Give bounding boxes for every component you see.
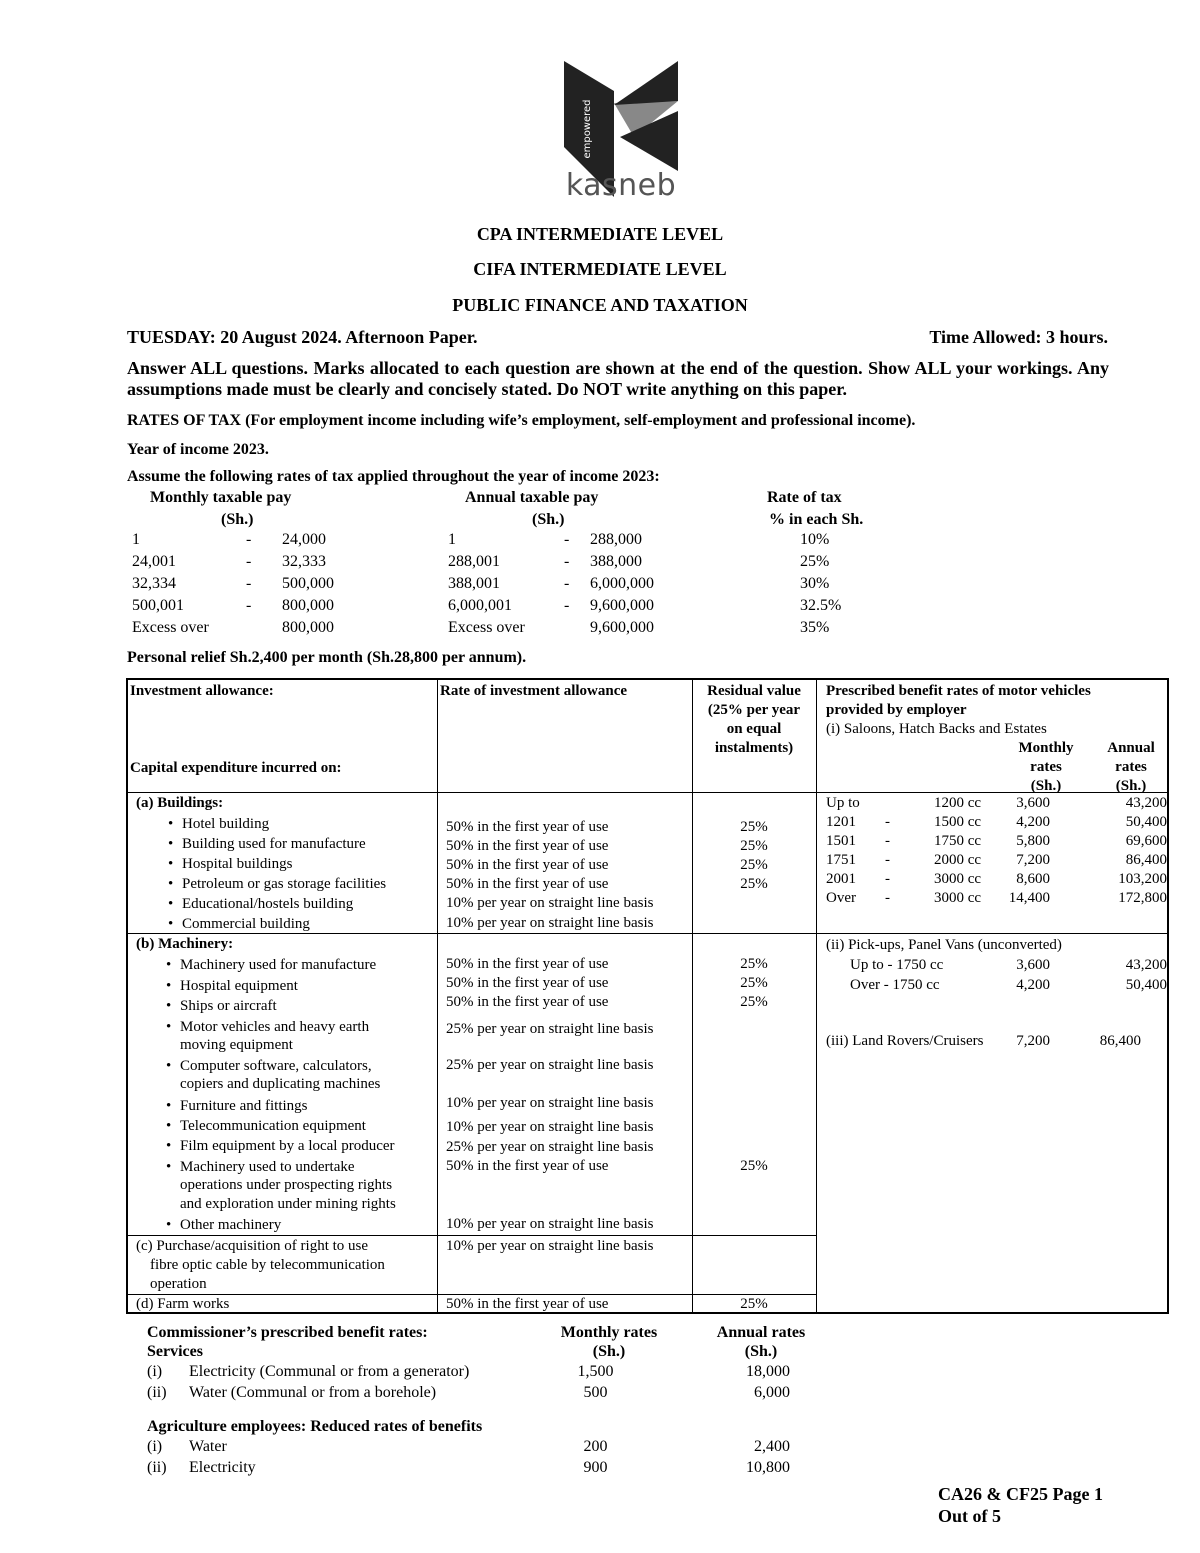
vehicle-annual-3: (Sh.) bbox=[1115, 778, 1147, 794]
comm-row-label: Water (Communal or from a borehole) bbox=[189, 1384, 437, 1401]
tax-rate: 32.5% bbox=[800, 597, 842, 614]
building-rate: 50% in the first year of use bbox=[446, 819, 609, 835]
building-rate: 50% in the first year of use bbox=[446, 838, 609, 854]
vehicle-cc: 1750 cc bbox=[934, 833, 982, 849]
machinery-residual: 25% bbox=[740, 994, 768, 1010]
machinery-rate: 25% per year on straight line basis bbox=[446, 1057, 654, 1073]
pickup-label: Over - 1750 cc bbox=[850, 977, 940, 993]
agri-row-num: (i) bbox=[147, 1438, 163, 1455]
comm-row-annual: 18,000 bbox=[746, 1363, 790, 1380]
vehicle-monthly: 5,800 bbox=[1016, 833, 1050, 849]
tax-annual-dash: - bbox=[564, 597, 570, 614]
building-item: • Petroleum or gas storage facilities bbox=[182, 874, 386, 894]
agriculture-heading: Agriculture employees: Reduced rates of benefits bbox=[147, 1418, 483, 1435]
agri-row-monthly: 900 bbox=[583, 1459, 608, 1476]
tax-rate: 35% bbox=[800, 619, 830, 636]
subject-title: PUBLIC FINANCE AND TAXATION bbox=[452, 295, 748, 315]
building-item: • Building used for manufacture bbox=[182, 834, 366, 854]
farm-rate: 50% in the first year of use bbox=[446, 1296, 609, 1312]
tax-annual-from: 288,001 bbox=[448, 553, 500, 570]
machinery-item: • Machinery used for manufacture bbox=[180, 955, 376, 975]
machinery-label: (b) Machinery: bbox=[136, 936, 234, 952]
vehicle-monthly-3: (Sh.) bbox=[1030, 778, 1062, 794]
h-residual-4: instalments) bbox=[714, 740, 794, 756]
tax-annual-dash: - bbox=[564, 553, 570, 570]
tax-annual-dash: - bbox=[564, 575, 570, 592]
building-item: • Hotel building bbox=[182, 814, 269, 834]
comm-row-num: (i) bbox=[147, 1363, 163, 1380]
comm-row-annual: 6,000 bbox=[754, 1384, 790, 1401]
tax-monthly-from: Excess over bbox=[132, 619, 209, 636]
machinery-item: • Computer software, calculators, bbox=[180, 1056, 372, 1076]
tax-annual-to: 388,000 bbox=[590, 553, 642, 570]
vehicle-annual-2: rates bbox=[1115, 759, 1147, 775]
farm-residual: 25% bbox=[740, 1296, 768, 1312]
comm-col-annual: Annual rates bbox=[716, 1324, 806, 1341]
machinery-residual: 25% bbox=[740, 975, 768, 991]
machinery-rate: 10% per year on straight line basis bbox=[446, 1119, 654, 1135]
vehicle-from: 1501 bbox=[826, 833, 856, 849]
tax-monthly-dash: - bbox=[246, 597, 252, 614]
machinery-residual: 25% bbox=[740, 956, 768, 972]
building-residual: 25% bbox=[740, 857, 768, 873]
machinery-item-cont: copiers and duplicating machines bbox=[180, 1076, 381, 1092]
landrovers-annual: 86,400 bbox=[1099, 1033, 1141, 1049]
machinery-rate: 50% in the first year of use bbox=[446, 1158, 609, 1174]
machinery-item-cont: and exploration under mining rights bbox=[180, 1196, 396, 1212]
machinery-item: • Telecommunication equipment bbox=[180, 1116, 366, 1136]
tax-annual-to: 9,600,000 bbox=[590, 597, 654, 614]
building-rate: 10% per year on straight line basis bbox=[446, 915, 654, 931]
comm-row-num: (ii) bbox=[147, 1384, 167, 1401]
machinery-item-cont: operations under prospecting rights bbox=[180, 1177, 393, 1193]
tax-monthly-dash: - bbox=[246, 531, 252, 548]
pickup-label: Up to - 1750 cc bbox=[850, 957, 944, 973]
h-rate: Rate of investment allowance bbox=[440, 683, 628, 699]
machinery-item: • Furniture and fittings bbox=[180, 1096, 308, 1116]
vehicle-from: 1751 bbox=[826, 852, 856, 868]
building-residual: 25% bbox=[740, 876, 768, 892]
vehicle-from: Over bbox=[826, 890, 856, 906]
col-annual-taxable: Annual taxable pay bbox=[465, 489, 599, 506]
building-item: • Hospital buildings bbox=[182, 854, 292, 874]
h-capital: Capital expenditure incurred on: bbox=[130, 760, 342, 776]
level-cifa: CIFA INTERMEDIATE LEVEL bbox=[473, 259, 727, 279]
vehicle-annual: 103,200 bbox=[1118, 871, 1167, 887]
vehicle-cc: 3000 cc bbox=[934, 871, 982, 887]
machinery-item: • Motor vehicles and heavy earth bbox=[180, 1017, 369, 1037]
vehicle-monthly-2: rates bbox=[1030, 759, 1062, 775]
vehicle-annual-1: Annual bbox=[1107, 740, 1155, 756]
machinery-rate: 10% per year on straight line basis bbox=[446, 1216, 654, 1232]
vehicle-cc: 3000 cc bbox=[934, 890, 982, 906]
col-rate: Rate of tax bbox=[767, 489, 842, 506]
building-residual: 25% bbox=[740, 819, 768, 835]
vehicle-from: Up to bbox=[826, 795, 860, 811]
tax-monthly-to: 500,000 bbox=[282, 575, 334, 592]
vehicle-monthly: 14,400 bbox=[1008, 890, 1050, 906]
tax-rate: 10% bbox=[800, 531, 830, 548]
building-rate: 50% in the first year of use bbox=[446, 857, 609, 873]
exam-date: TUESDAY: 20 August 2024. Afternoon Paper. bbox=[127, 327, 478, 347]
vehicle-annual: 43,200 bbox=[1125, 795, 1167, 811]
vehicle-cc: 1500 cc bbox=[934, 814, 982, 830]
unit-monthly: (Sh.) bbox=[221, 511, 254, 528]
machinery-rate: 10% per year on straight line basis bbox=[446, 1095, 654, 1111]
tax-monthly-to: 24,000 bbox=[282, 531, 326, 548]
comm-col-monthly: Monthly rates bbox=[560, 1324, 658, 1341]
vehicle-dash: - bbox=[885, 890, 890, 906]
pickup-annual: 43,200 bbox=[1125, 957, 1167, 973]
machinery-item-cont: moving equipment bbox=[180, 1037, 293, 1053]
vehicle-cc: 1200 cc bbox=[934, 795, 982, 811]
tax-monthly-from: 32,334 bbox=[132, 575, 176, 592]
agri-row-monthly: 200 bbox=[583, 1438, 608, 1455]
building-rate: 50% in the first year of use bbox=[446, 876, 609, 892]
pickup-monthly: 3,600 bbox=[1016, 957, 1050, 973]
vehicle-annual: 50,400 bbox=[1125, 814, 1167, 830]
comm-row-label: Electricity (Communal or from a generator) bbox=[189, 1363, 470, 1380]
allowance-table bbox=[126, 678, 1169, 1314]
vehicle-saloons: (i) Saloons, Hatch Backs and Estates bbox=[826, 721, 1047, 737]
building-item: • Commercial building bbox=[182, 914, 310, 934]
tax-monthly-to: 800,000 bbox=[282, 619, 334, 636]
vehicle-annual: 172,800 bbox=[1118, 890, 1167, 906]
fibre-rate: 10% per year on straight line basis bbox=[446, 1238, 654, 1254]
pickup-monthly: 4,200 bbox=[1016, 977, 1050, 993]
agri-row-label: Electricity bbox=[189, 1459, 256, 1476]
farm-label: (d) Farm works bbox=[136, 1296, 230, 1312]
landrovers-label: (iii) Land Rovers/Cruisers bbox=[826, 1033, 984, 1049]
agri-row-num: (ii) bbox=[147, 1459, 167, 1476]
logo-wordmark: kasneb bbox=[565, 168, 677, 203]
tax-annual-from: 1 bbox=[448, 531, 456, 548]
vehicle-from: 2001 bbox=[826, 871, 856, 887]
commissioner-heading: Commissioner’s prescribed benefit rates: bbox=[147, 1324, 428, 1341]
tax-annual-to: 6,000,000 bbox=[590, 575, 654, 592]
unit-annual: (Sh.) bbox=[532, 511, 565, 528]
tax-annual-to: 288,000 bbox=[590, 531, 642, 548]
comm-row-monthly: 1,500 bbox=[577, 1363, 614, 1380]
vehicle-annual: 69,600 bbox=[1125, 833, 1167, 849]
tax-monthly-from: 500,001 bbox=[132, 597, 184, 614]
instructions: Answer ALL questions. Marks allocated to each question are shown at the end of the question. Show ALL your workings. Any assumptions made must be clearly and concisely stated. Do NOT write anything on this paper. bbox=[127, 358, 1109, 399]
machinery-item: • Film equipment by a local producer bbox=[180, 1136, 395, 1156]
agri-row-label: Water bbox=[189, 1438, 227, 1455]
tax-annual-from: 388,001 bbox=[448, 575, 500, 592]
machinery-item: • Machinery used to undertake bbox=[180, 1157, 355, 1177]
tax-monthly-dash: - bbox=[246, 575, 252, 592]
vehicle-h1: Prescribed benefit rates of motor vehicles bbox=[826, 683, 1091, 699]
vehicle-dash: - bbox=[885, 871, 890, 887]
machinery-rate: 25% per year on straight line basis bbox=[446, 1021, 654, 1037]
pickup-annual: 50,400 bbox=[1125, 977, 1167, 993]
h-investment: Investment allowance: bbox=[130, 683, 274, 699]
vehicle-dash: - bbox=[885, 833, 890, 849]
comm-unit-annual: (Sh.) bbox=[744, 1343, 778, 1360]
vehicle-monthly-1: Monthly bbox=[1018, 740, 1074, 756]
machinery-item: • Other machinery bbox=[180, 1215, 281, 1235]
unit-rate: % in each Sh. bbox=[769, 511, 864, 528]
comm-unit-monthly: (Sh.) bbox=[592, 1343, 626, 1360]
buildings-label: (a) Buildings: bbox=[136, 795, 224, 811]
tax-rate: 30% bbox=[800, 575, 830, 592]
page-number: CA26 & CF25 Page 1 bbox=[938, 1484, 1103, 1504]
tax-rate: 25% bbox=[800, 553, 830, 570]
machinery-rate: 50% in the first year of use bbox=[446, 975, 609, 991]
vehicle-monthly: 7,200 bbox=[1016, 852, 1050, 868]
machinery-item: • Ships or aircraft bbox=[180, 996, 277, 1016]
tax-annual-from: Excess over bbox=[448, 619, 525, 636]
page-of: Out of 5 bbox=[938, 1506, 1001, 1526]
tax-annual-dash: - bbox=[564, 531, 570, 548]
h-residual-1: Residual value bbox=[707, 683, 801, 699]
machinery-rate: 50% in the first year of use bbox=[446, 956, 609, 972]
vehicle-monthly: 4,200 bbox=[1016, 814, 1050, 830]
tax-monthly-to: 32,333 bbox=[282, 553, 326, 570]
tax-monthly-dash: - bbox=[246, 553, 252, 570]
machinery-rate: 25% per year on straight line basis bbox=[446, 1139, 654, 1155]
machinery-item: • Hospital equipment bbox=[180, 976, 298, 996]
tax-annual-from: 6,000,001 bbox=[448, 597, 512, 614]
building-item: • Educational/hostels building bbox=[182, 894, 353, 914]
time-allowed: Time Allowed: 3 hours. bbox=[929, 327, 1108, 347]
vehicle-dash: - bbox=[885, 814, 890, 830]
vehicle-from: 1201 bbox=[826, 814, 856, 830]
agri-row-annual: 10,800 bbox=[746, 1459, 790, 1476]
machinery-rate: 50% in the first year of use bbox=[446, 994, 609, 1010]
tax-monthly-from: 24,001 bbox=[132, 553, 176, 570]
tax-monthly-to: 800,000 bbox=[282, 597, 334, 614]
vehicle-annual: 86,400 bbox=[1125, 852, 1167, 868]
agri-row-annual: 2,400 bbox=[754, 1438, 790, 1455]
landrovers-monthly: 7,200 bbox=[1016, 1033, 1050, 1049]
building-rate: 10% per year on straight line basis bbox=[446, 895, 654, 911]
vehicle-pickups: (ii) Pick-ups, Panel Vans (unconverted) bbox=[826, 937, 1062, 953]
personal-relief: Personal relief Sh.2,400 per month (Sh.28,800 per annum). bbox=[127, 649, 527, 666]
assume-line: Assume the following rates of tax applied throughout the year of income 2023: bbox=[127, 468, 660, 485]
vehicle-h2: provided by employer bbox=[826, 702, 967, 718]
fibre-label-1: (c) Purchase/acquisition of right to use bbox=[136, 1238, 369, 1254]
tax-annual-to: 9,600,000 bbox=[590, 619, 654, 636]
vehicle-monthly: 3,600 bbox=[1016, 795, 1050, 811]
building-residual: 25% bbox=[740, 838, 768, 854]
logo-tagline: empowered bbox=[582, 99, 593, 159]
fibre-label-3: operation bbox=[150, 1276, 207, 1292]
comm-row-monthly: 500 bbox=[583, 1384, 608, 1401]
machinery-residual: 25% bbox=[740, 1158, 768, 1174]
col-monthly-taxable: Monthly taxable pay bbox=[150, 489, 292, 506]
vehicle-dash: - bbox=[885, 852, 890, 868]
fibre-label-2: fibre optic cable by telecommunication bbox=[150, 1257, 385, 1273]
h-residual-2: (25% per year bbox=[707, 702, 801, 718]
level-cpa: CPA INTERMEDIATE LEVEL bbox=[476, 224, 724, 244]
tax-monthly-from: 1 bbox=[132, 531, 140, 548]
vehicle-cc: 2000 cc bbox=[934, 852, 982, 868]
rates-heading: RATES OF TAX (For employment income including wife’s employment, self-employment and professional income). bbox=[127, 412, 916, 429]
h-residual-3: on equal bbox=[726, 721, 782, 737]
vehicle-monthly: 8,600 bbox=[1016, 871, 1050, 887]
services-label: Services bbox=[147, 1343, 203, 1360]
year-of-income: Year of income 2023. bbox=[127, 441, 269, 458]
